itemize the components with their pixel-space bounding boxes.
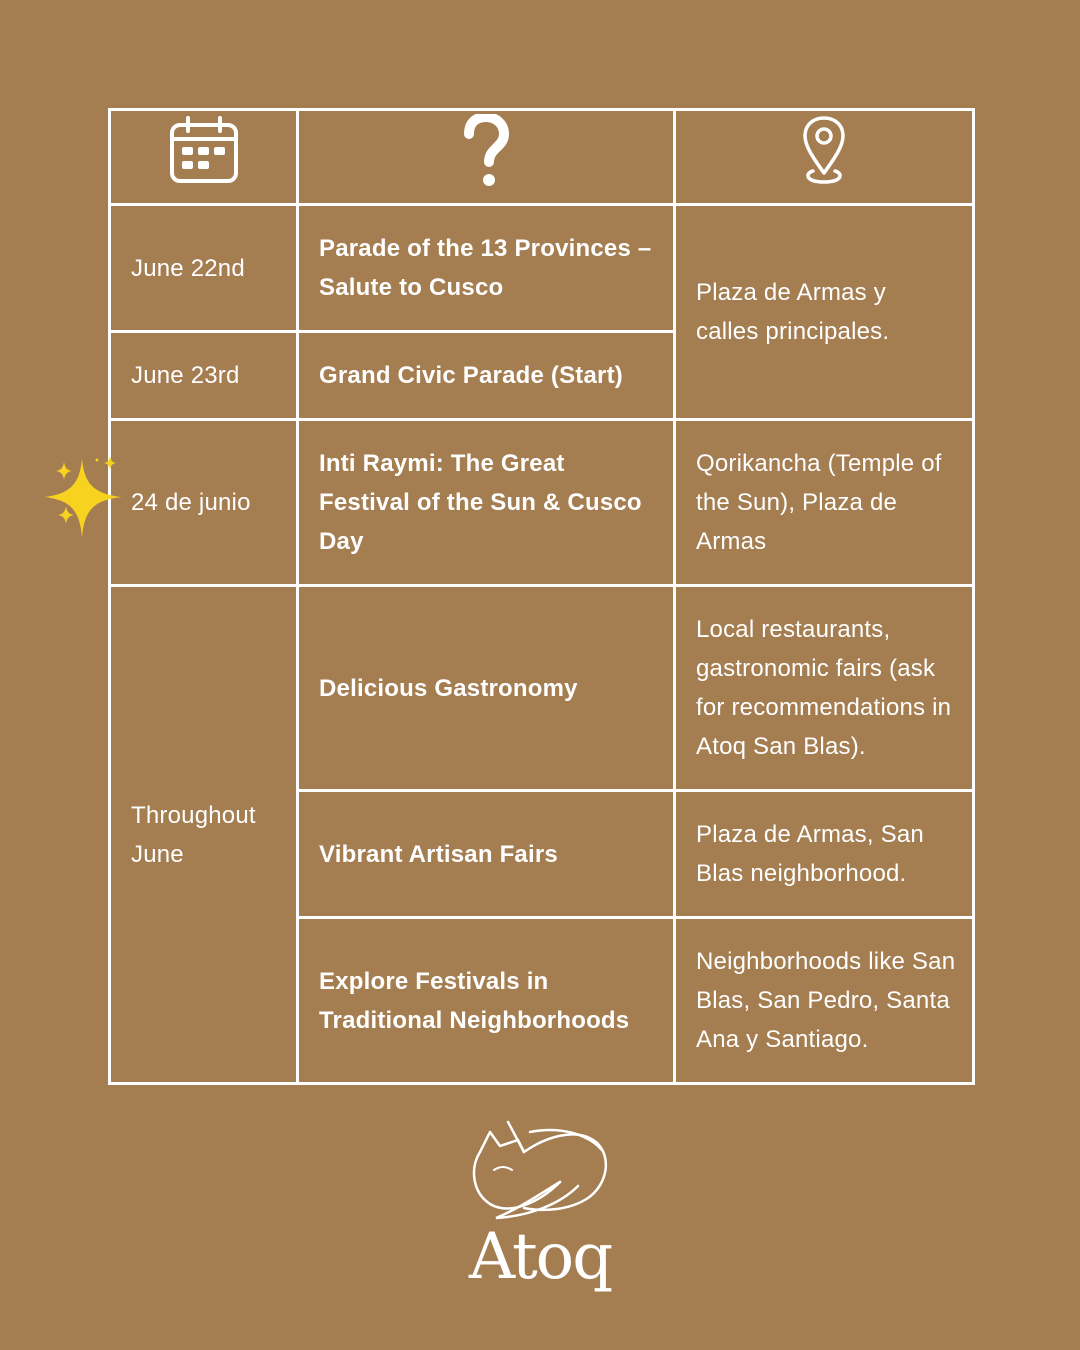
fox-logo-icon xyxy=(460,1112,620,1232)
location-cell: Local restaurants, gastronomic fairs (ask for recommendations in Atoq San Blas). xyxy=(675,586,974,791)
date-cell: Throughout June xyxy=(110,586,298,1084)
festival-schedule-table xyxy=(108,108,975,1085)
event-cell: Grand Civic Parade (Start) xyxy=(298,332,675,420)
event-cell: Inti Raymi: The Great Festival of the Sun & Cusco Day xyxy=(298,420,675,586)
table-row xyxy=(110,420,974,586)
event-cell: Explore Festivals in Traditional Neighborhoods xyxy=(298,918,675,1084)
location-header-cell xyxy=(675,110,974,205)
question-mark-icon xyxy=(461,114,511,188)
atoq-logo xyxy=(460,1112,620,1322)
logo-wordmark: Atoq xyxy=(468,1220,612,1294)
header-row xyxy=(110,110,974,205)
event-cell: Delicious Gastronomy xyxy=(298,586,675,791)
location-cell: Plaza de Armas y calles principales. xyxy=(675,205,974,420)
location-cell: Qorikancha (Temple of the Sun), Plaza de Armas xyxy=(675,420,974,586)
location-cell: Neighborhoods like San Blas, San Pedro, Santa Ana y Santiago. xyxy=(675,918,974,1084)
map-pin-icon xyxy=(801,115,847,187)
date-cell: 24 de junio xyxy=(110,420,298,586)
event-header-cell xyxy=(298,110,675,205)
date-header-cell xyxy=(110,110,298,205)
event-cell: Vibrant Artisan Fairs xyxy=(298,791,675,918)
table-row xyxy=(110,586,974,791)
date-cell: June 23rd xyxy=(110,332,298,420)
table-row xyxy=(110,205,974,332)
sparkle-icon xyxy=(40,452,124,542)
location-cell: Plaza de Armas, San Blas neighborhood. xyxy=(675,791,974,918)
date-cell: June 22nd xyxy=(110,205,298,332)
event-cell: Parade of the 13 Provinces – Salute to Cusco xyxy=(298,205,675,332)
calendar-icon xyxy=(168,115,240,187)
